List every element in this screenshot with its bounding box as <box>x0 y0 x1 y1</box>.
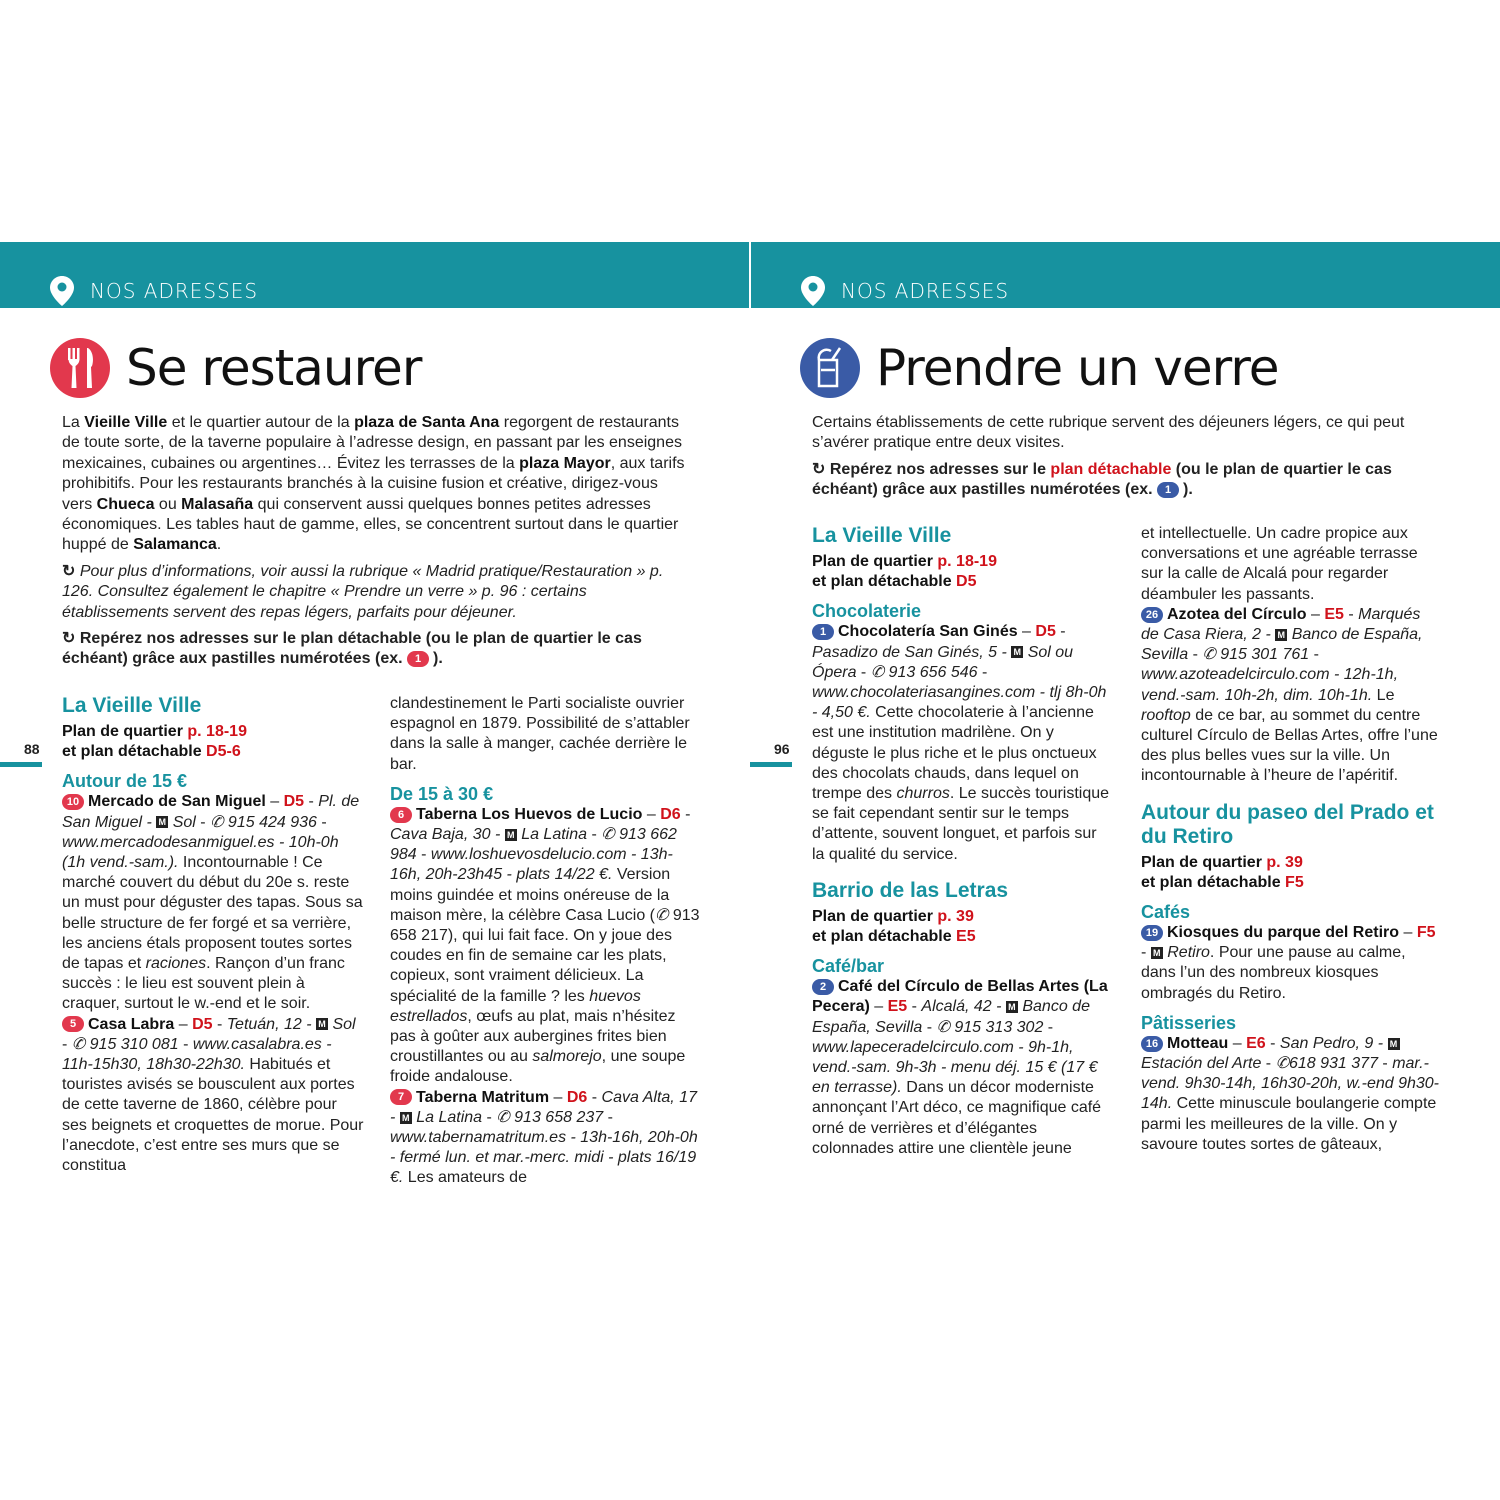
section-heading: Barrio de las Letras <box>812 878 1009 902</box>
metro-icon: M <box>505 829 517 841</box>
info-note: ↻ Pour plus d’informations, voir aussi la rubrique « Madrid pratique/Restauration » p. 126. Consultez également le chapitre « Prendre un verre » p. 96 : certains établissements servent des repas légers, parfaits pour déjeuner. <box>62 562 664 621</box>
list-item: 6 Taberna Los Huevos de Lucio – D6 - Cava Baja, 30 - M La Latina - ✆ 913 662 984 - www.loshuevosdelucio.com - 13h-16h, 20h-23h45 - plats 14/22 €. Version moins guindée et moins onéreuse de la maison mère, la célèbre Casa Lucio (✆ 913 658 217), qui lui fait face. On y joue des coudes en fin de semaine car les plats, copieux, sont vraiment délicieux. La spécialité de la famille ? les huevos estrellados, œufs au plat, mais n’hésitez pas à goûter aux aubergines frites bien croustillantes ou au salmorejo, une soupe froide andalouse. <box>390 805 700 1086</box>
drink-glass-icon <box>800 338 860 398</box>
intro-paragraph: La Vieille Ville et le quartier autour de la plaza de Santa Ana regorgent de restaurants de toute sorte, de la taverne populaire à l’adresse design, en passant par les enseignes mexicaines, cubaines ou argentines… Évitez les terrasses de la plaza Mayor, aux tarifs prohibitifs. Pour les restaurants branchés à la cuisine fusion et créative, dirigez-vous vers Chueca ou Malasaña qui conservent aussi quelques bonnes petites adresses économiques. Les tables haut de gamme, elles, se concentrent surtout dans le quartier huppé de Salamanca. <box>62 414 685 554</box>
metro-icon: M <box>400 1112 412 1124</box>
banner-label: NOS ADRESSES <box>841 279 1010 303</box>
category-heading: Café/bar <box>812 956 885 977</box>
left-page-title-row <box>50 338 421 398</box>
right-intro <box>812 413 1437 501</box>
page-number: 88 <box>24 741 40 757</box>
pastille: 1 <box>812 624 834 640</box>
list-item: 10 Mercado de San Miguel – D5 - Pl. de San Miguel - M Sol - ✆ 915 424 936 - www.mercadodesanmiguel.es - 10h-0h (1h vend.-sam.). Incontournable ! Ce marché couvert du début du 20e s. reste un must pour déguster des tapas. Sous sa belle structure de fer forgé et sa verrière, les anciens étals proposent toutes sortes de tapas et raciones. Rançon d’un franc succès : le lieu est souvent plein à craquer, surtout le w.-end et le soir. <box>62 793 363 1013</box>
page-title: Se restaurer <box>126 339 422 397</box>
price-heading: Autour de 15 € <box>62 771 188 792</box>
arrow-icon: ↻ <box>812 460 826 478</box>
list-item: 26 Azotea del Círculo – E5 - Marqués de Casa Riera, 2 - M Banco de España, Sevilla - ✆ 915 301 761 - www.azoteadelcirculo.com - 12h-1h, vend.-sam. 10h-2h, dim. 10h-1h. Le rooftop de ce bar, au sommet du centre culturel Círculo de Bellas Artes, offre l’une des plus belles vues sur la ville. Un incontournable à l’heure de l’apéritif. <box>1141 605 1438 785</box>
map-pin-icon <box>801 276 825 306</box>
page-number-bar <box>0 762 42 767</box>
phone-icon: ✆ <box>655 906 669 924</box>
pastille: 16 <box>1141 1036 1163 1052</box>
phone-icon: ✆ <box>601 826 615 844</box>
right-column-2 <box>1141 524 1441 1155</box>
price-heading: De 15 à 30 € <box>390 783 494 804</box>
phone-icon: ✆ <box>496 1108 510 1126</box>
pastille: 5 <box>62 1016 84 1032</box>
metro-icon: M <box>1006 1001 1018 1013</box>
category-heading: Pâtisseries <box>1141 1012 1237 1033</box>
right-column-1 <box>812 510 1112 1159</box>
pastille: 10 <box>62 794 84 810</box>
arrow-icon: ↻ <box>62 630 76 648</box>
plan-reference: Plan de quartier p. 18-19 et plan détachable D5-6 <box>62 723 247 761</box>
section-heading: La Vieille Ville <box>62 694 202 717</box>
pastille: 7 <box>390 1089 412 1105</box>
plan-reference: Plan de quartier p. 39 et plan détachable E5 <box>812 907 976 946</box>
phone-icon: ✆ <box>1202 646 1216 664</box>
map-pin-icon <box>50 276 74 306</box>
intro-paragraph: Certains établissements de cette rubrique servent des déjeuners légers, ce qui peut s’avérer pratique entre deux visites. <box>812 414 1405 452</box>
list-item: 16 Motteau – E6 - San Pedro, 9 - M Estación del Arte - ✆618 931 377 - mar.-vend. 9h30-14h, 16h30-20h, w.-end 9h30-14h. Cette minuscule boulangerie compte parmi les meilleures de la ville. On y savoure toutes sortes de gâteaux, <box>1141 1034 1440 1153</box>
left-intro <box>62 413 687 670</box>
continued-text: et intellectuelle. Un cadre propice aux conversations et une agréable terrasse sur la calle de Alcalá pour regarder déambuler les passants. <box>1141 525 1418 603</box>
cutlery-icon <box>50 338 110 398</box>
pastille: 2 <box>812 979 834 995</box>
metro-icon: M <box>1011 646 1023 658</box>
phone-icon: ✆ <box>71 1035 86 1053</box>
map-note: ↻ Repérez nos adresses sur le plan détachable (ou le plan de quartier le cas échéant) grâce aux pastilles numérotées (ex. 1 ). <box>62 630 642 668</box>
category-heading: Chocolaterie <box>812 601 922 622</box>
pastille-example: 1 <box>1157 482 1179 498</box>
list-item: 1 Chocolatería San Ginés – D5 - Pasadizo de San Ginés, 5 - M Sol ou Ópera - ✆ 913 656 546 - www.chocolateriasangines.com - tlj 8h-0h - 4,50 €. Cette chocolaterie à l’ancienne est une institution madrilène. On y déguste le plus riche et le plus onctueux des chocolats chauds, dans lequel on trempe des churros. Le succès touristique se fait cependant sentir sur le temps d’attente, souvent longuet, et parfois sur la qualité du service. <box>812 623 1110 863</box>
phone-icon: ✆ <box>210 813 224 831</box>
section-heading: Autour du paseo del Prado et du Retiro <box>1141 800 1434 848</box>
left-column-1 <box>62 680 364 1176</box>
plan-reference: Plan de quartier p. 39 et plan détachable F5 <box>1141 853 1304 891</box>
metro-icon: M <box>1151 947 1163 959</box>
list-item: 19 Kiosques du parque del Retiro – F5 - M Retiro. Pour une pause au calme, dans l’un des nombreux kiosques ombragés du Retiro. <box>1141 924 1436 1002</box>
right-page-title-row <box>800 338 1279 398</box>
pastille: 26 <box>1141 607 1163 623</box>
section-heading: La Vieille Ville <box>812 524 952 547</box>
page-number: 96 <box>774 741 790 757</box>
plan-reference: Plan de quartier p. 18-19 et plan détachable D5 <box>812 553 997 591</box>
phone-icon: ✆ <box>936 1018 950 1036</box>
metro-icon: M <box>1388 1038 1400 1050</box>
arrow-icon: ↻ <box>62 562 76 580</box>
metro-icon: M <box>156 816 168 828</box>
banner-label: NOS ADRESSES <box>90 279 259 303</box>
map-note: ↻ Repérez nos adresses sur le plan détachable (ou le plan de quartier le cas échéant) grâce aux pastilles numérotées (ex. 1 ). <box>812 460 1392 499</box>
pastille-example: 1 <box>407 651 429 667</box>
left-section-banner <box>0 242 749 308</box>
list-item: 5 Casa Labra – D5 - Tetuán, 12 - M Sol - ✆ 915 310 081 - www.casalabra.es - 11h-15h30, 18h30-22h30. Habitués et touristes avisés se bousculent aux portes de cette taverne de 1860, célèbre pour ses beignets et croquettes de morue. Pour l’anecdote, c’est entre ses murs que se constitua <box>62 1015 364 1175</box>
phone-icon: ✆ <box>870 663 885 681</box>
metro-icon: M <box>1275 629 1287 641</box>
continued-text: clandestinement le Parti socialiste ouvrier espagnol en 1879. Possibilité de s’attabler dans la salle à manger, cachée derrière le bar. <box>390 695 690 773</box>
list-item: 2 Café del Círculo de Bellas Artes (La Pecera) – E5 - Alcalá, 42 - M Banco de España, Sevilla - ✆ 915 313 302 - www.lapeceradelcirculo.com - 9h-1h, vend.-sam. 9h-3h - menu déj. 15 € (17 € en terrasse). Dans un décor moderniste annonçant l’Art déco, ce magnifique café orné de verrières et d’élégantes colonnades attire une clientèle jeune <box>812 978 1108 1157</box>
pastille: 6 <box>390 807 412 823</box>
metro-icon: M <box>316 1018 328 1030</box>
phone-icon: ✆ <box>1275 1055 1289 1073</box>
category-heading: Cafés <box>1141 902 1191 923</box>
pastille: 19 <box>1141 925 1163 941</box>
left-column-2 <box>390 694 702 1189</box>
page-number-bar <box>750 762 792 767</box>
list-item: 7 Taberna Matritum – D6 - Cava Alta, 17 - M La Latina - ✆ 913 658 237 - www.tabernamatritum.es - 13h-16h, 20h-0h - fermé lun. et mar.-merc. midi - plats 16/19 €. Les amateurs de <box>390 1088 698 1187</box>
page-title: Prendre un verre <box>876 339 1279 397</box>
right-section-banner <box>751 242 1500 308</box>
